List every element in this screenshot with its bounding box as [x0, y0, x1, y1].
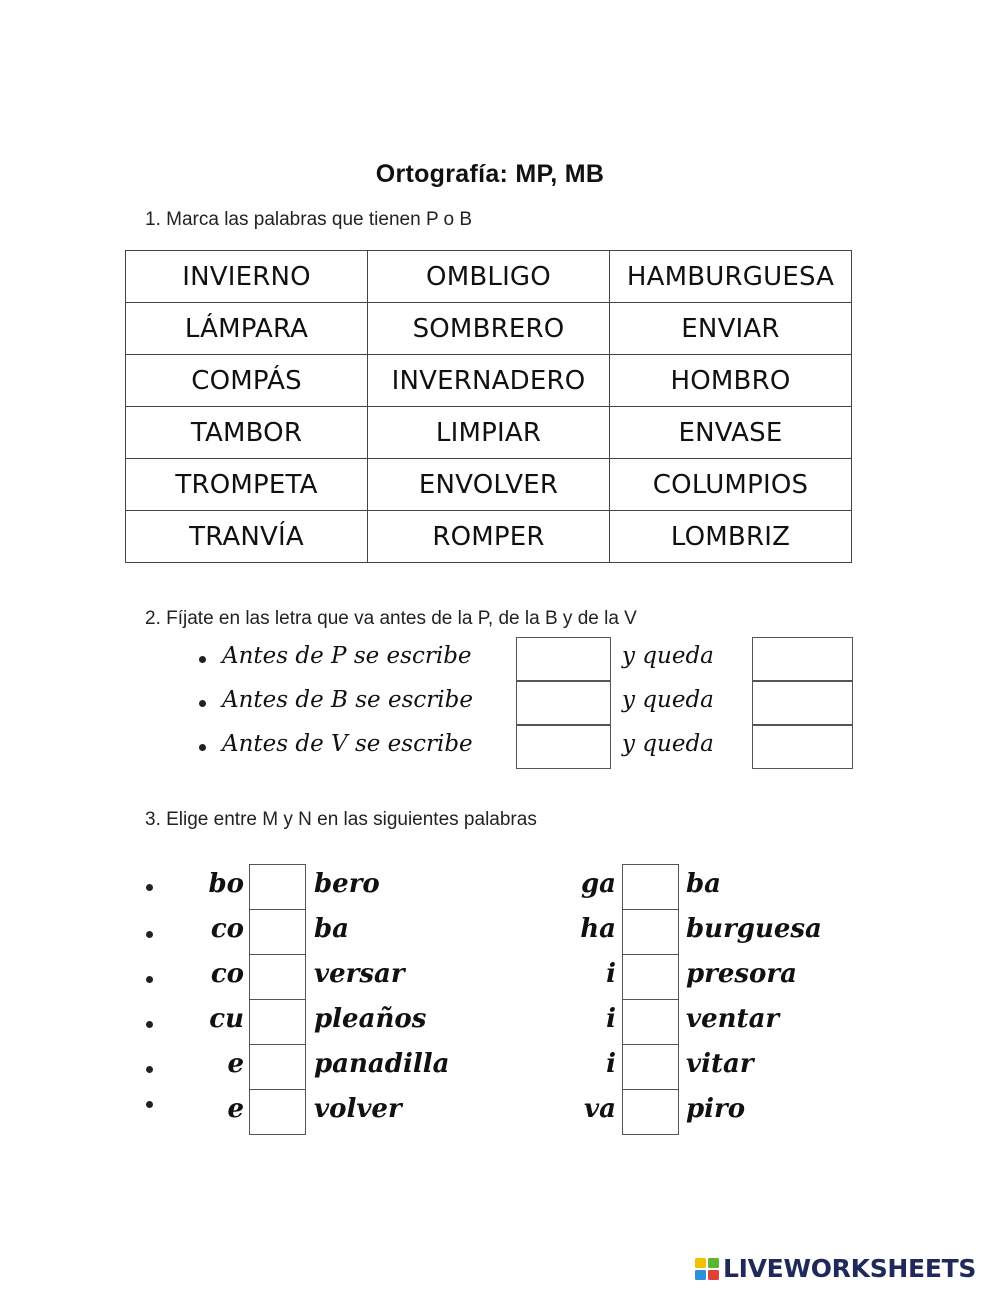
rule-answer-box-1[interactable]	[516, 725, 611, 769]
word-suffix: pleaños	[314, 1004, 427, 1034]
word-cell[interactable]: COLUMPIOS	[610, 459, 852, 511]
word-prefix: i	[606, 1004, 616, 1034]
word-prefix: cu	[209, 1004, 244, 1034]
bullet-icon	[146, 976, 153, 983]
word-prefix: co	[210, 959, 244, 989]
word-cell[interactable]: HOMBRO	[610, 355, 852, 407]
word-prefix: bo	[208, 869, 244, 899]
rule-text: Antes de V se escribe	[222, 731, 473, 757]
word-cell[interactable]: TRANVÍA	[126, 511, 368, 563]
section2-instruction: 2. Fíjate en las letra que va antes de la P, de la B y de la V	[145, 608, 637, 629]
rule-row	[0, 681, 1000, 725]
word-completion-row	[0, 864, 1000, 909]
bullet-icon	[146, 884, 153, 891]
word-prefix: i	[606, 959, 616, 989]
rule-connector: y queda	[622, 643, 714, 669]
word-completion-row	[0, 909, 1000, 954]
bullet-icon	[199, 700, 206, 707]
table-row	[126, 511, 852, 563]
word-cell[interactable]: ENVIAR	[610, 303, 852, 355]
word-cell[interactable]: SOMBRERO	[368, 303, 610, 355]
rule-answer-box-1[interactable]	[516, 681, 611, 725]
bullet-icon	[146, 1066, 153, 1073]
rule-answer-box-2[interactable]	[752, 637, 853, 681]
word-completion-row	[0, 954, 1000, 999]
word-suffix: ventar	[686, 1004, 780, 1034]
word-cell[interactable]: LÁMPARA	[126, 303, 368, 355]
word-completion-row	[0, 999, 1000, 1044]
section3-instruction: 3. Elige entre M y N en las siguientes palabras	[145, 809, 537, 830]
letter-input-box[interactable]	[249, 954, 306, 1000]
rule-answer-box-2[interactable]	[752, 681, 853, 725]
rule-row	[0, 637, 1000, 681]
rule-connector: y queda	[622, 731, 714, 757]
section1-instruction: 1. Marca las palabras que tienen P o B	[145, 209, 473, 230]
word-suffix: presora	[686, 959, 797, 989]
word-cell[interactable]: LOMBRIZ	[610, 511, 852, 563]
bullet-icon	[146, 1021, 153, 1028]
letter-input-box[interactable]	[622, 909, 679, 955]
liveworksheets-logo-icon	[695, 1258, 719, 1280]
letter-input-box[interactable]	[249, 1044, 306, 1090]
word-suffix: volver	[314, 1094, 402, 1124]
rule-connector: y queda	[622, 687, 714, 713]
letter-input-box[interactable]	[249, 1089, 306, 1135]
word-suffix: vitar	[686, 1049, 754, 1079]
word-cell[interactable]: TAMBOR	[126, 407, 368, 459]
table-row	[126, 251, 852, 303]
word-cell[interactable]: ROMPER	[368, 511, 610, 563]
letter-input-box[interactable]	[622, 864, 679, 910]
word-cell[interactable]: OMBLIGO	[368, 251, 610, 303]
letter-input-box[interactable]	[622, 954, 679, 1000]
word-suffix: bero	[314, 869, 380, 899]
word-cell[interactable]: HAMBURGUESA	[610, 251, 852, 303]
word-completion-row	[0, 1044, 1000, 1089]
table-row	[126, 407, 852, 459]
table-row	[126, 303, 852, 355]
rule-text: Antes de P se escribe	[222, 643, 472, 669]
logo-text: LIVEWORKSHEETS	[723, 1254, 977, 1283]
rule-answer-box-2[interactable]	[752, 725, 853, 769]
letter-input-box[interactable]	[622, 999, 679, 1045]
word-prefix: ga	[580, 869, 616, 899]
word-table	[125, 250, 852, 563]
letter-input-box[interactable]	[249, 864, 306, 910]
word-cell[interactable]: INVIERNO	[126, 251, 368, 303]
word-prefix: ha	[580, 914, 616, 944]
word-suffix: panadilla	[314, 1049, 450, 1079]
bullet-icon	[199, 744, 206, 751]
word-prefix: e	[227, 1049, 244, 1079]
page-title: Ortografía: MP, MB	[375, 160, 605, 188]
word-cell[interactable]: COMPÁS	[126, 355, 368, 407]
word-suffix: piro	[686, 1094, 746, 1124]
word-prefix: i	[606, 1049, 616, 1079]
word-cell[interactable]: TROMPETA	[126, 459, 368, 511]
word-prefix: co	[210, 914, 244, 944]
table-row	[126, 355, 852, 407]
word-suffix: burguesa	[686, 914, 822, 944]
word-prefix: e	[227, 1094, 244, 1124]
bullet-icon	[146, 1101, 153, 1108]
word-completion-row	[0, 1089, 1000, 1134]
word-suffix: ba	[314, 914, 350, 944]
rule-answer-box-1[interactable]	[516, 637, 611, 681]
word-suffix: versar	[314, 959, 405, 989]
letter-input-box[interactable]	[622, 1044, 679, 1090]
rule-row	[0, 725, 1000, 769]
letter-input-box[interactable]	[249, 999, 306, 1045]
letter-input-box[interactable]	[249, 909, 306, 955]
bullet-icon	[199, 656, 206, 663]
word-prefix: va	[584, 1094, 616, 1124]
word-cell[interactable]: ENVOLVER	[368, 459, 610, 511]
word-cell[interactable]: LIMPIAR	[368, 407, 610, 459]
bullet-icon	[146, 931, 153, 938]
word-cell[interactable]: INVERNADERO	[368, 355, 610, 407]
table-row	[126, 459, 852, 511]
letter-input-box[interactable]	[622, 1089, 679, 1135]
rule-text: Antes de B se escribe	[222, 687, 473, 713]
word-suffix: ba	[686, 869, 722, 899]
word-cell[interactable]: ENVASE	[610, 407, 852, 459]
